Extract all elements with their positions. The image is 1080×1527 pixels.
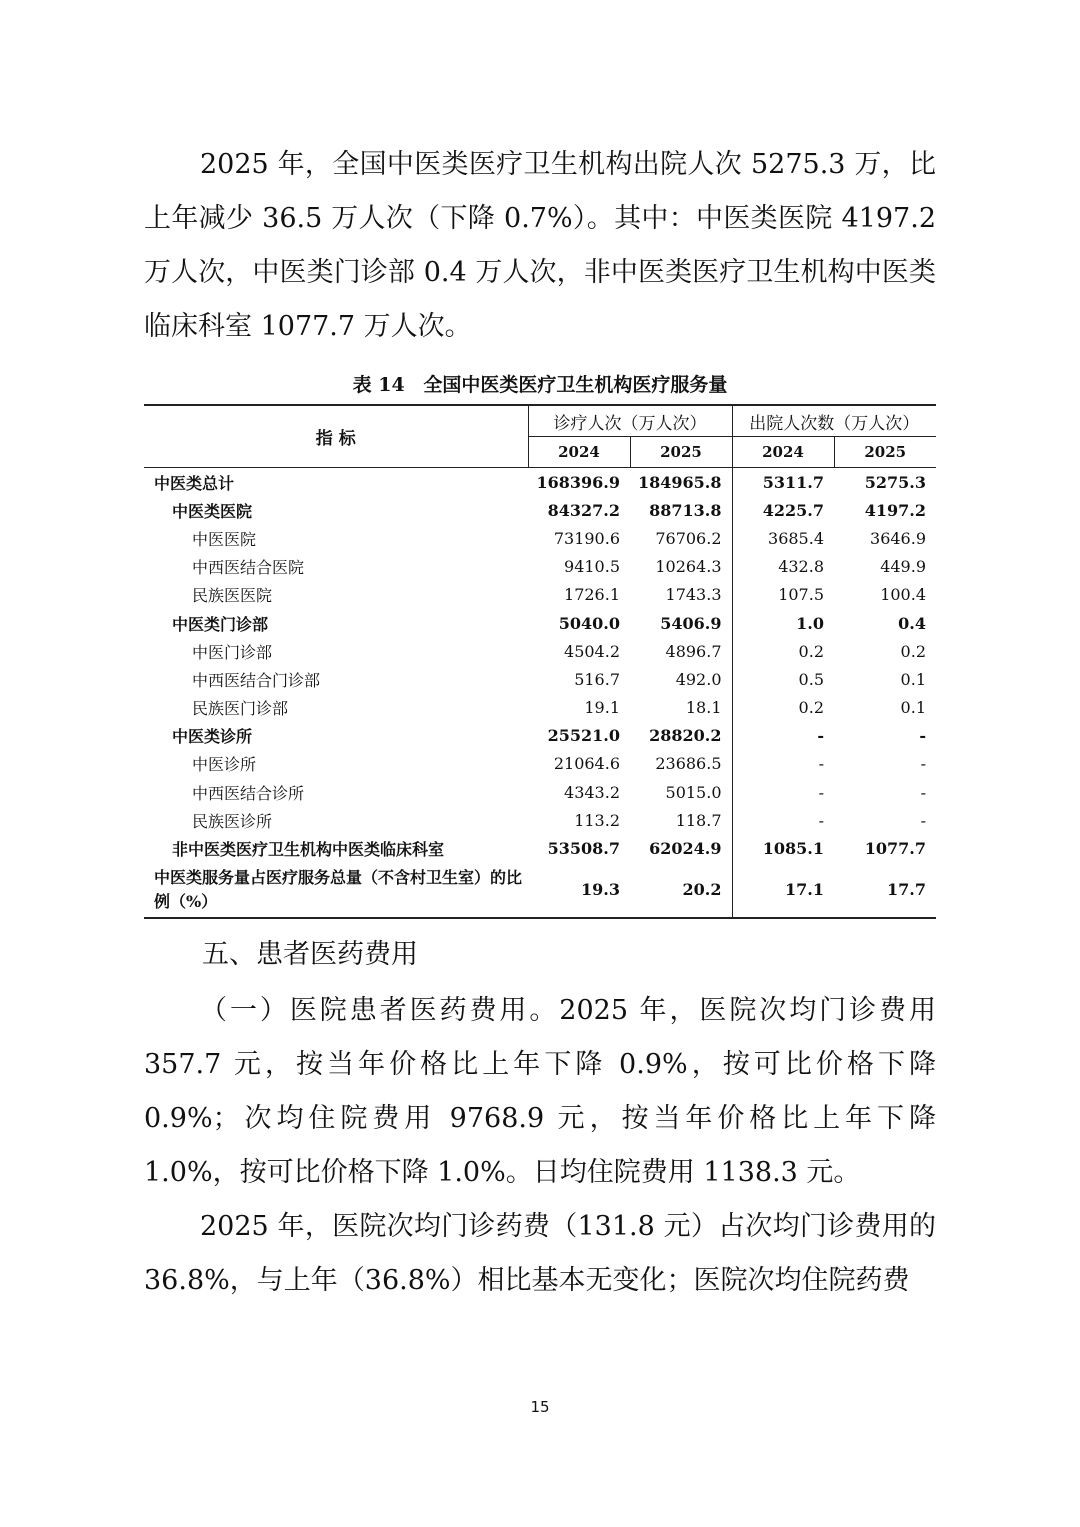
row-value: 5275.3 [864, 472, 926, 492]
row-value: 73190.6 [553, 528, 620, 548]
row-label: 中医类门诊部 [172, 614, 269, 634]
row-value: 17.7 [834, 863, 936, 918]
row-label: 中医类诊所 [172, 727, 253, 747]
row-value: 1743.3 [665, 585, 722, 605]
service-volume-table [144, 404, 936, 919]
row-value: 88713.8 [649, 500, 722, 520]
paragraph-hospital-costs: （一）医院患者医药费用。2025 年，医院次均门诊费用 357.7 元，按当年价格比上年下降 0.9%，按可比价格下降 0.9%；次均住院费用 9768.9 元，按当年价格比上年下降 1.0%，按可比价格下降 1.0%。日均住院费用 1138.3 元。 [144, 995, 936, 1188]
table-row [144, 496, 936, 524]
row-value: 1077.7 [864, 839, 926, 859]
header-year: 2025 [834, 437, 936, 468]
row-label: 中医类医院 [172, 501, 253, 521]
table-row [144, 834, 936, 862]
row-value: 3646.9 [870, 528, 926, 548]
row-value: 62024.9 [649, 839, 722, 859]
table-caption [144, 370, 936, 397]
row-value: 100.4 [880, 585, 926, 605]
row-value: 19.3 [528, 863, 630, 918]
row-value: 28820.2 [649, 726, 722, 746]
row-value: 10264.3 [655, 557, 722, 577]
header-discharges-group: 出院人次数（万人次） [732, 405, 936, 437]
row-value: 0.2 [732, 637, 834, 665]
header-year: 2024 [732, 437, 834, 468]
row-value: 432.8 [732, 553, 834, 581]
row-label: 中西医结合诊所 [192, 783, 305, 803]
row-value: 0.4 [898, 613, 926, 633]
header-year: 2025 [630, 437, 732, 468]
row-value: 1085.1 [732, 834, 834, 862]
row-value: - [732, 750, 834, 778]
row-value: - [732, 806, 834, 834]
row-value: 17.1 [732, 863, 834, 918]
table-row [144, 694, 936, 722]
row-value: 9410.5 [564, 557, 620, 577]
row-value: 113.2 [574, 810, 620, 830]
row-value: 516.7 [574, 669, 620, 689]
row-value: 23686.5 [655, 754, 722, 774]
row-value: 0.1 [900, 669, 926, 689]
row-value: 184965.8 [638, 472, 722, 492]
row-value: 25521.0 [547, 726, 620, 746]
row-label: 民族医门诊部 [192, 699, 289, 719]
row-value: - [732, 778, 834, 806]
table-row [144, 665, 936, 693]
row-value: 5406.9 [660, 613, 722, 633]
table-row [144, 468, 936, 497]
row-value: 21064.6 [553, 754, 620, 774]
row-value: 76706.2 [655, 528, 722, 548]
table-row [144, 524, 936, 552]
row-label: 民族医医院 [192, 586, 273, 606]
row-value: 53508.7 [547, 839, 620, 859]
row-value: 0.2 [900, 641, 926, 661]
row-value: 168396.9 [536, 472, 620, 492]
table-title: 全国中医类医疗卫生机构医疗服务量 [423, 374, 728, 396]
row-label: 中医诊所 [192, 755, 257, 775]
table-row [144, 637, 936, 665]
row-label: 中医门诊部 [192, 642, 273, 662]
row-value: 18.1 [685, 698, 722, 718]
table-row [144, 750, 936, 778]
paragraph-discharges: 2025 年，全国中医类医疗卫生机构出院人次 5275.3 万，比上年减少 36.5 万人次（下降 0.7%）。其中：中医类医院 4197.2 万人次，中医类门诊部 0.4 万人次，非中医类医疗卫生机构中医类临床科室 1077.7 万人次。 [144, 149, 936, 342]
row-value: 4504.2 [564, 641, 620, 661]
table-number: 表 14 [352, 374, 405, 396]
table-row [144, 722, 936, 750]
row-value: 4225.7 [732, 496, 834, 524]
row-value: 84327.2 [547, 500, 620, 520]
section-heading: 五、患者医药费用 [202, 939, 418, 970]
row-value: - [920, 754, 926, 774]
row-value: 107.5 [732, 581, 834, 609]
row-value: - [919, 726, 926, 746]
row-value: 3685.4 [732, 524, 834, 552]
row-value: 4197.2 [864, 500, 926, 520]
row-value: 118.7 [675, 810, 722, 830]
row-label: 非中医类医疗卫生机构中医类临床科室 [172, 840, 445, 860]
row-value: - [732, 722, 834, 750]
row-label: 中西医结合门诊部 [192, 670, 321, 690]
row-value: 0.5 [732, 665, 834, 693]
table-row [144, 553, 936, 581]
row-value: 1.0 [732, 609, 834, 637]
row-value: 0.2 [732, 694, 834, 722]
header-indicator: 指 标 [144, 405, 528, 468]
row-label: 中医类服务量占医疗服务总量（不含村卫生室）的比例（%） [144, 863, 528, 918]
row-value: 20.2 [630, 863, 732, 918]
paragraph-drug-costs: 2025 年，医院次均门诊药费（131.8 元）占次均门诊费用的 36.8%，与上年（36.8%）相比基本无变化；医院次均住院药费 [144, 1211, 936, 1296]
row-value: 5311.7 [732, 468, 834, 497]
page-number: 15 [530, 1398, 550, 1416]
row-value: - [920, 810, 926, 830]
table-row [144, 581, 936, 609]
row-label: 中医医院 [192, 529, 257, 549]
row-value: 5015.0 [665, 782, 722, 802]
table-row [144, 863, 936, 918]
row-value: 19.1 [584, 698, 620, 718]
row-label: 民族医诊所 [192, 811, 273, 831]
table-row [144, 778, 936, 806]
row-label: 中医类总计 [154, 473, 235, 493]
row-value: 0.1 [900, 698, 926, 718]
row-value: 492.0 [675, 669, 722, 689]
row-value: 4896.7 [665, 641, 722, 661]
row-value: 5040.0 [558, 613, 620, 633]
row-value: - [920, 782, 926, 802]
header-visits-group: 诊疗人次（万人次） [528, 405, 732, 437]
table-row [144, 609, 936, 637]
row-value: 1726.1 [564, 585, 620, 605]
header-year: 2024 [528, 437, 630, 468]
row-value: 449.9 [880, 557, 926, 577]
table-row [144, 806, 936, 834]
row-value: 4343.2 [564, 782, 620, 802]
row-label: 中西医结合医院 [192, 558, 305, 578]
